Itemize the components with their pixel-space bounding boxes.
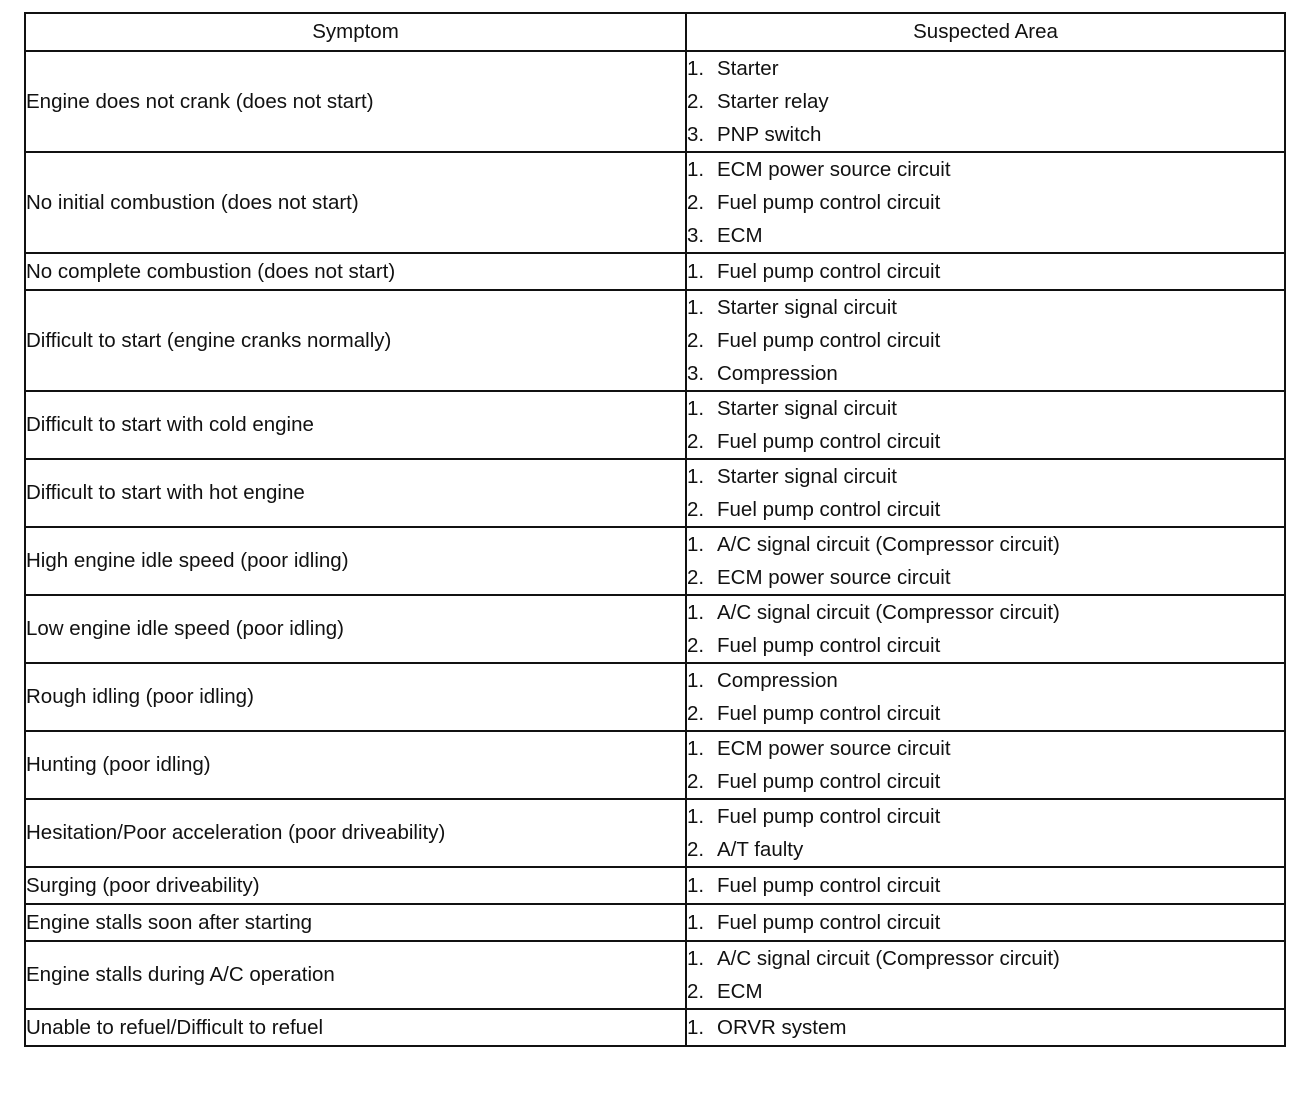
suspected-area-item: [687, 85, 1284, 118]
suspected-area-number: 1.: [687, 57, 705, 80]
suspected-area-cell: [686, 51, 1285, 152]
symptom-cell: Difficult to start with cold engine: [25, 391, 686, 459]
symptom-cell: Engine stalls during A/C operation: [25, 941, 686, 1009]
table-row: [25, 253, 1285, 290]
suspected-area-number: 1.: [687, 260, 705, 283]
symptom-cell: Surging (poor driveability): [25, 867, 686, 904]
suspected-area-item: [687, 975, 1284, 1008]
symptom-cell: No complete combustion (does not start): [25, 253, 686, 290]
suspected-area-cell: [686, 941, 1285, 1009]
suspected-area-text: ECM: [717, 980, 763, 1003]
table-row: [25, 941, 1285, 1009]
suspected-area-number: 1.: [687, 874, 705, 897]
suspected-area-item: [687, 392, 1284, 425]
suspected-area-number: 2.: [687, 90, 705, 113]
suspected-area-text: Starter signal circuit: [717, 397, 898, 420]
suspected-area-number: 2.: [687, 770, 705, 793]
suspected-area-item: [687, 1011, 1284, 1044]
suspected-area-number: 1.: [687, 805, 705, 828]
suspected-area-item: [687, 52, 1284, 85]
suspected-area-text: ORVR system: [717, 1016, 847, 1039]
suspected-area-item: [687, 528, 1284, 561]
suspected-area-text: Fuel pump control circuit: [717, 191, 941, 214]
symptom-cell: Hunting (poor idling): [25, 731, 686, 799]
suspected-area-cell: [686, 904, 1285, 941]
symptom-cell: Rough idling (poor idling): [25, 663, 686, 731]
suspected-area-item: [687, 942, 1284, 975]
symptom-table: [24, 12, 1286, 1047]
suspected-area-number: 2.: [687, 430, 705, 453]
suspected-area-cell: [686, 867, 1285, 904]
suspected-area-number: 1.: [687, 158, 705, 181]
suspected-area-cell: [686, 663, 1285, 731]
suspected-area-item: [687, 324, 1284, 357]
suspected-area-item: [687, 357, 1284, 390]
suspected-area-item: [687, 561, 1284, 594]
suspected-area-cell: [686, 595, 1285, 663]
suspected-area-item: [687, 869, 1284, 902]
suspected-area-number: 1.: [687, 296, 705, 319]
suspected-area-cell: [686, 290, 1285, 391]
suspected-area-cell: [686, 152, 1285, 253]
table-row: [25, 799, 1285, 867]
table-row: [25, 527, 1285, 595]
suspected-area-cell: [686, 459, 1285, 527]
suspected-area-number: 1.: [687, 669, 705, 692]
suspected-area-text: Fuel pump control circuit: [717, 874, 941, 897]
suspected-area-item: [687, 800, 1284, 833]
suspected-area-number: 3.: [687, 362, 705, 385]
suspected-area-text: A/T faulty: [717, 838, 804, 861]
suspected-area-text: Fuel pump control circuit: [717, 805, 941, 828]
table-row: [25, 731, 1285, 799]
suspected-area-number: 1.: [687, 397, 705, 420]
suspected-area-number: 1.: [687, 737, 705, 760]
suspected-area-number: 2.: [687, 329, 705, 352]
suspected-area-number: 2.: [687, 980, 705, 1003]
suspected-area-text: Fuel pump control circuit: [717, 634, 941, 657]
suspected-area-cell: [686, 391, 1285, 459]
table-row: [25, 663, 1285, 731]
suspected-area-item: [687, 732, 1284, 765]
suspected-area-text: Fuel pump control circuit: [717, 498, 941, 521]
suspected-area-number: 2.: [687, 702, 705, 725]
suspected-area-item: [687, 219, 1284, 252]
table-header: [25, 13, 1285, 51]
suspected-area-number: 2.: [687, 191, 705, 214]
suspected-area-text: Starter signal circuit: [717, 296, 898, 319]
table-row: [25, 459, 1285, 527]
suspected-area-text: Fuel pump control circuit: [717, 329, 941, 352]
document-sheet: [24, 12, 1284, 1047]
table-row: [25, 867, 1285, 904]
table-row: [25, 904, 1285, 941]
suspected-area-cell: [686, 799, 1285, 867]
suspected-area-text: Fuel pump control circuit: [717, 702, 941, 725]
suspected-area-item: [687, 255, 1284, 288]
suspected-area-text: PNP switch: [717, 123, 822, 146]
suspected-area-number: 3.: [687, 123, 705, 146]
suspected-area-text: A/C signal circuit (Compressor circuit): [717, 947, 1060, 970]
suspected-area-cell: [686, 527, 1285, 595]
header-row: [25, 13, 1285, 51]
symptom-cell: Engine stalls soon after starting: [25, 904, 686, 941]
suspected-area-item: [687, 118, 1284, 151]
table-row: [25, 1009, 1285, 1046]
suspected-area-column-header: Suspected Area: [686, 13, 1285, 51]
suspected-area-text: Fuel pump control circuit: [717, 911, 941, 934]
suspected-area-text: ECM power source circuit: [717, 158, 951, 181]
suspected-area-number: 1.: [687, 911, 705, 934]
symptom-cell: Hesitation/Poor acceleration (poor driveability): [25, 799, 686, 867]
suspected-area-text: ECM power source circuit: [717, 566, 951, 589]
suspected-area-text: Starter: [717, 57, 779, 80]
suspected-area-item: [687, 765, 1284, 798]
suspected-area-number: 1.: [687, 601, 705, 624]
suspected-area-number: 1.: [687, 465, 705, 488]
symptom-cell: High engine idle speed (poor idling): [25, 527, 686, 595]
suspected-area-item: [687, 291, 1284, 324]
suspected-area-item: [687, 629, 1284, 662]
table-row: [25, 595, 1285, 663]
suspected-area-text: A/C signal circuit (Compressor circuit): [717, 601, 1060, 624]
suspected-area-text: Compression: [717, 669, 838, 692]
suspected-area-text: Fuel pump control circuit: [717, 430, 941, 453]
table-row: [25, 51, 1285, 152]
suspected-area-number: 2.: [687, 498, 705, 521]
suspected-area-number: 1.: [687, 1016, 705, 1039]
suspected-area-item: [687, 906, 1284, 939]
suspected-area-cell: [686, 731, 1285, 799]
suspected-area-number: 3.: [687, 224, 705, 247]
suspected-area-cell: [686, 253, 1285, 290]
suspected-area-item: [687, 186, 1284, 219]
suspected-area-cell: [686, 1009, 1285, 1046]
suspected-area-item: [687, 425, 1284, 458]
suspected-area-item: [687, 664, 1284, 697]
suspected-area-text: ECM power source circuit: [717, 737, 951, 760]
suspected-area-item: [687, 596, 1284, 629]
suspected-area-text: Fuel pump control circuit: [717, 260, 941, 283]
table-body: [25, 51, 1285, 1046]
suspected-area-item: [687, 153, 1284, 186]
suspected-area-number: 1.: [687, 533, 705, 556]
symptom-cell: Low engine idle speed (poor idling): [25, 595, 686, 663]
suspected-area-number: 2.: [687, 634, 705, 657]
suspected-area-text: Compression: [717, 362, 838, 385]
table-row: [25, 290, 1285, 391]
symptom-column-header: Symptom: [25, 13, 686, 51]
suspected-area-text: Fuel pump control circuit: [717, 770, 941, 793]
suspected-area-text: A/C signal circuit (Compressor circuit): [717, 533, 1060, 556]
suspected-area-text: Starter relay: [717, 90, 829, 113]
symptom-cell: Unable to refuel/Difficult to refuel: [25, 1009, 686, 1046]
symptom-cell: Engine does not crank (does not start): [25, 51, 686, 152]
table-row: [25, 152, 1285, 253]
suspected-area-item: [687, 493, 1284, 526]
suspected-area-item: [687, 697, 1284, 730]
symptom-cell: Difficult to start (engine cranks normally): [25, 290, 686, 391]
symptom-cell: Difficult to start with hot engine: [25, 459, 686, 527]
suspected-area-number: 2.: [687, 838, 705, 861]
suspected-area-text: ECM: [717, 224, 763, 247]
suspected-area-number: 1.: [687, 947, 705, 970]
suspected-area-item: [687, 833, 1284, 866]
suspected-area-text: Starter signal circuit: [717, 465, 898, 488]
table-row: [25, 391, 1285, 459]
suspected-area-number: 2.: [687, 566, 705, 589]
suspected-area-item: [687, 460, 1284, 493]
symptom-cell: No initial combustion (does not start): [25, 152, 686, 253]
